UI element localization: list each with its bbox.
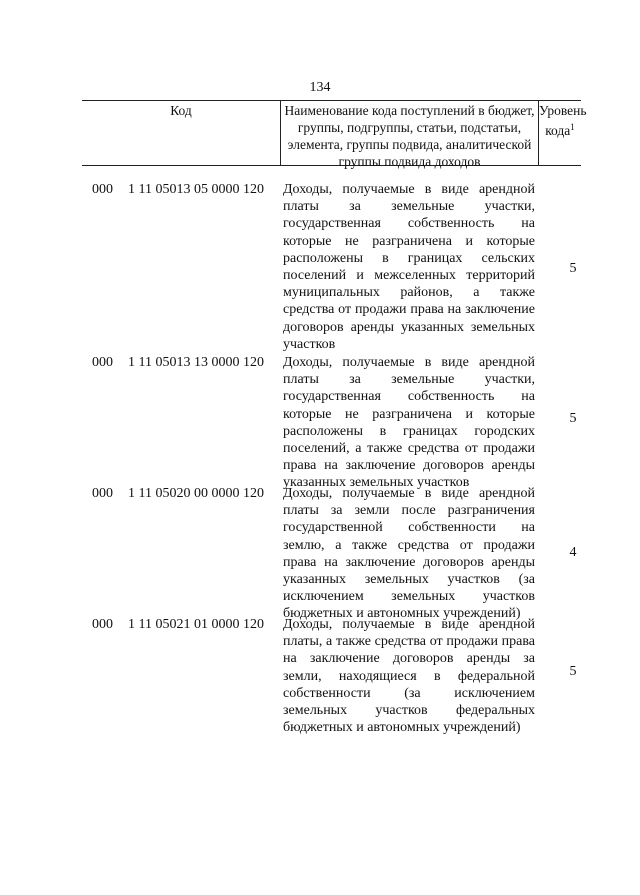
header-level-label: Уровень <box>539 103 587 118</box>
revenue-code: 1 11 05013 13 0000 120 <box>128 355 264 370</box>
admin-code: 000 <box>92 486 113 501</box>
revenue-code: 1 11 05020 00 0000 120 <box>128 486 264 501</box>
revenue-description: Доходы, получаемые в виде арендной платы за земельные участки, государственная собственность на которые не разграничена и которые расположены в границах сельских поселений и межселенных территорий муниципальных районов, а также средства от продажи права на заключение договоров аренды указанных земельных участков <box>283 182 535 352</box>
header-level-label-2: кода$^1$ <box>545 122 575 138</box>
code-level: 4 <box>569 545 577 560</box>
table-header <box>82 100 587 169</box>
revenue-code: 1 11 05021 01 0000 120 <box>128 617 264 632</box>
footnote-marker: 1 <box>570 122 575 132</box>
code-level: 5 <box>569 261 577 276</box>
header-name-column: Наименование кода поступлений в бюджет, группы, подгруппы, статьи, подстатьи, элемента, группы подвида, аналитической группы подвида доходов <box>280 101 539 165</box>
revenue-description: Доходы, получаемые в виде арендной платы, а также средства от продажи права на заключение договоров аренды за земли, находящиеся в федеральной собственности (за исключением земельных участков федеральных бюджетных и автономных учреждений) <box>283 617 535 736</box>
admin-code: 000 <box>92 617 113 632</box>
header-code-column: Код <box>170 103 192 118</box>
code-level: 5 <box>569 664 577 679</box>
page-number: 134 <box>309 80 331 95</box>
code-level: 5 <box>569 411 577 426</box>
admin-code: 000 <box>92 355 113 370</box>
revenue-code: 1 11 05013 05 0000 120 <box>128 182 264 197</box>
table-row <box>0 181 640 354</box>
header-level-column <box>539 101 587 165</box>
admin-code: 000 <box>92 182 113 197</box>
revenue-description: Доходы, получаемые в виде арендной платы за земельные участки, государственная собственность на которые не разграничена и которые расположены в границах городских поселений, а также средства от продажи права на заключение договоров аренды указанных земельных участков <box>283 355 535 491</box>
revenue-description: Доходы, получаемые в виде арендной платы за земли после разграничения государственной собственности на землю, а также средства от продажи права на заключение договоров аренды указанных земельных участков (за исключением земельных участков бюджетных и автономных учреждений) <box>283 486 535 622</box>
table-row <box>0 616 640 747</box>
revenue-code-list <box>0 181 640 747</box>
table-row <box>0 354 640 491</box>
table-row <box>0 485 640 622</box>
